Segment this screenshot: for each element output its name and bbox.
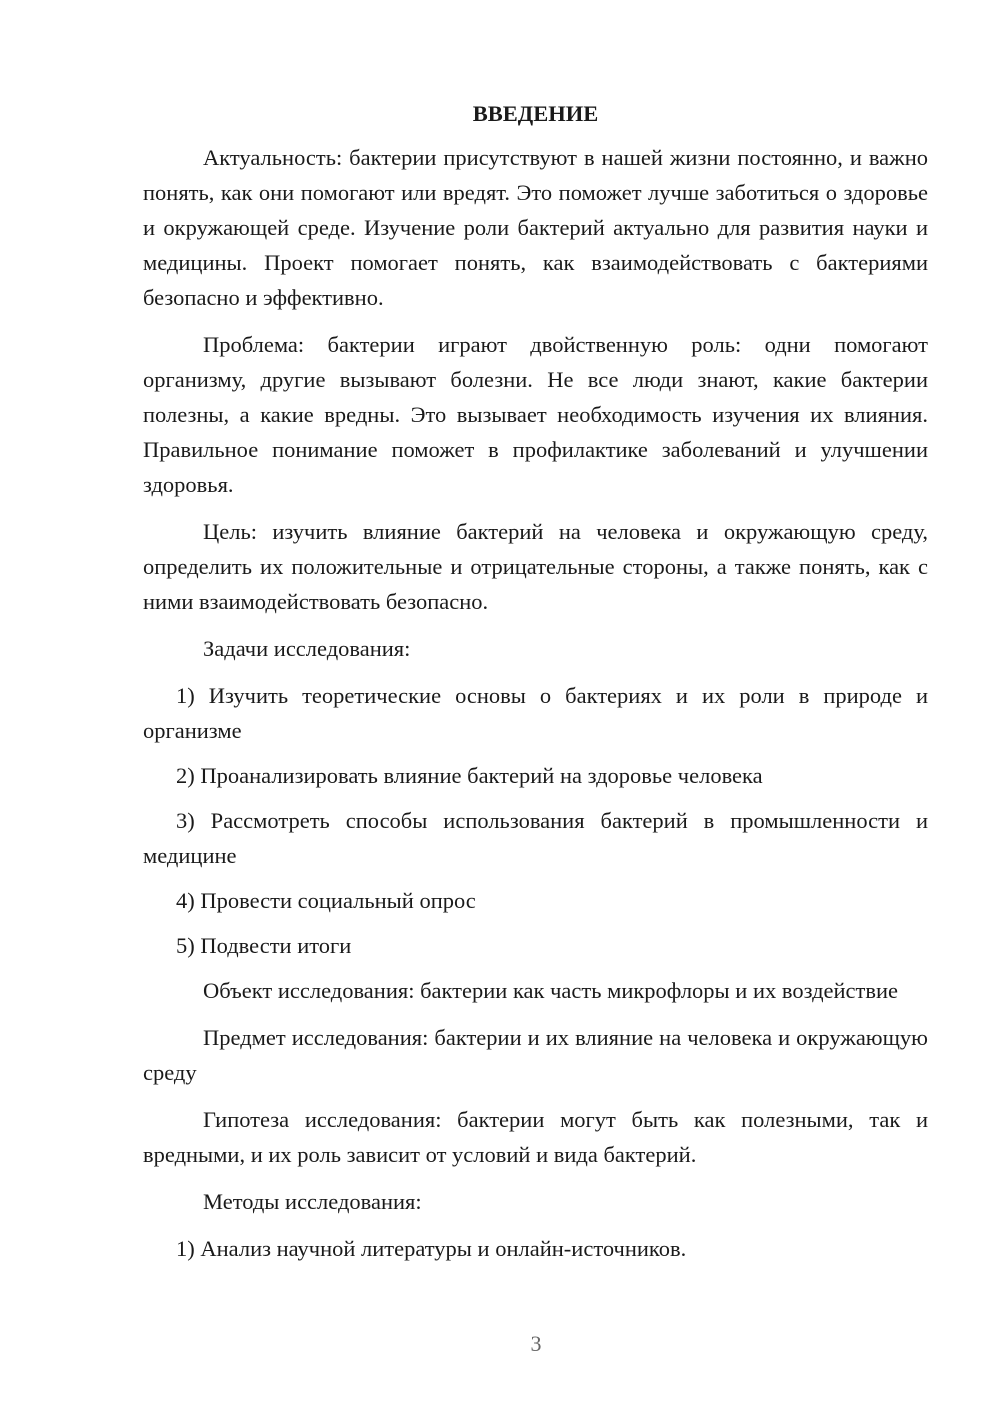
task-item-3: 3) Рассмотреть способы использования бактерий в промышленности и медицине bbox=[143, 808, 928, 868]
problem-paragraph: Проблема: бактерии играют двойственную роль: одни помогают организму, другие вызывают болезни. Не все люди знают, какие бактерии полезны, а какие вредны. Это вызывает необходимость изучения их влияния. Правильное понимание поможет в профилактике заболеваний и улучшении здоровья. bbox=[143, 332, 928, 497]
task-item-5: 5) Подвести итоги bbox=[176, 933, 352, 958]
methods-list bbox=[143, 1231, 928, 1266]
hypothesis-paragraph: Гипотеза исследования: бактерии могут быть как полезными, так и вредными, и их роль зависит от условий и вида бактерий. bbox=[143, 1107, 928, 1167]
tasks-list bbox=[143, 678, 928, 963]
methods-heading: Методы исследования: bbox=[203, 1189, 422, 1214]
task-item-1: 1) Изучить теоретические основы о бактериях и их роли в природе и организме bbox=[143, 683, 928, 743]
method-item-1: 1) Анализ научной литературы и онлайн-источников. bbox=[176, 1236, 687, 1261]
task-item-4: 4) Провести социальный опрос bbox=[176, 888, 476, 913]
task-item-2: 2) Проанализировать влияние бактерий на здоровье человека bbox=[176, 763, 763, 788]
goal-paragraph: Цель: изучить влияние бактерий на человека и окружающую среду, определить их положительные и отрицательные стороны, а также понять, как с ними взаимодействовать безопасно. bbox=[143, 519, 928, 614]
relevance-paragraph: Актуальность: бактерии присутствуют в нашей жизни постоянно, и важно понять, как они помогают или вредят. Это поможет лучше заботиться о здоровье и окружающей среде. Изучение роли бактерий актуально для развития науки и медицины. Проект помогает понять, как взаимодействовать с бактериями безопасно и эффективно. bbox=[143, 145, 928, 310]
document-title: ВВЕДЕНИЕ bbox=[472, 101, 599, 126]
object-paragraph: Объект исследования: бактерии как часть микрофлоры и их воздействие bbox=[203, 978, 899, 1003]
document-page bbox=[143, 96, 928, 1276]
subject-paragraph: Предмет исследования: бактерии и их влияние на человека и окружающую среду bbox=[143, 1025, 928, 1085]
tasks-heading: Задачи исследования: bbox=[203, 636, 411, 661]
page-number: 3 bbox=[530, 1331, 542, 1356]
